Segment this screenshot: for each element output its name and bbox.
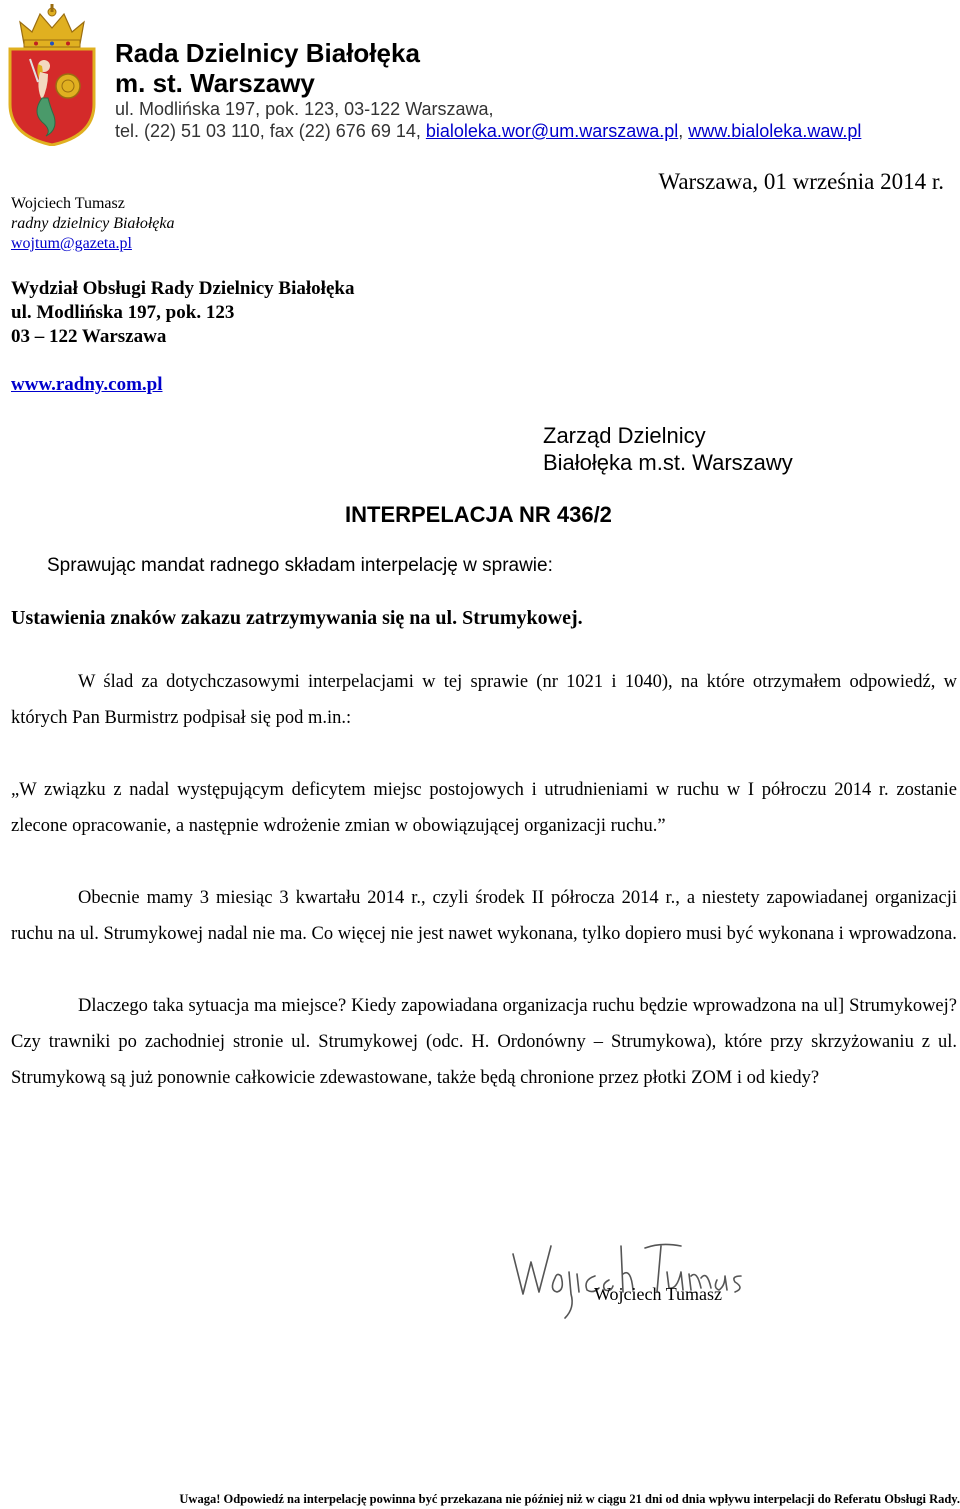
intro-text: Sprawując mandat radnego składam interpelację w sprawie: xyxy=(47,555,553,576)
body-quote: „W związku z nadal występującym deficytem miejsc postojowych i utrudnieniami w ruchu w I półroczu 2014 r. zostanie zlecone opracowanie, a następnie wdrożenie zmian w obowiązującej organizacji ruchu.” xyxy=(11,780,957,836)
department-name: Wydział Obsługi Rady Dzielnicy Białołęka xyxy=(11,278,355,299)
contact-separator: , xyxy=(678,121,689,141)
body-paragraph-1: W ślad za dotychczasowymi interpelacjami w tej sprawie (nr 1021 i 1040), na które otrzymałem odpowiedź, w których Pan Burmistrz podpisał się pod m.in.: xyxy=(11,672,957,728)
crown-icon xyxy=(20,4,84,47)
department-city: 03 – 122 Warszawa xyxy=(11,326,167,347)
footer-note: Uwaga! Odpowiedź na interpelację powinna być przekazana nie później niż w ciągu 21 dni od dnia wpływu interpelacji do Referatu Obsługi Rady. xyxy=(179,1492,960,1506)
org-address: ul. Modlińska 197, pok. 123, 03-122 Warszawa, xyxy=(115,99,494,119)
body-paragraph-2: Obecnie mamy 3 miesiąc 3 kwartału 2014 r., czyli środek II półrocza 2014 r., a niestety zapowiadanej organizacji ruchu na ul. Strumykowej nadal nie ma. Co więcej nie jest nawet wykonana, tylko dopiero musi być wykonana i wprowadzona. xyxy=(11,888,957,944)
org-contact xyxy=(115,121,861,142)
subject-line: Ustawienia znaków zakazu zatrzymywania się na ul. Strumykowej. xyxy=(11,607,583,629)
org-email-link[interactable]: bialoleka.wor@um.warszawa.pl xyxy=(425,121,679,141)
department-street: ul. Modlińska 197, pok. 123 xyxy=(11,302,235,323)
author-name: Wojciech Tumasz xyxy=(11,195,125,212)
handwritten-signature-icon xyxy=(505,1232,755,1324)
org-subtitle: m. st. Warszawy xyxy=(115,68,315,98)
recipient-line-1: Zarząd Dzielnicy xyxy=(543,423,706,448)
signatory-name: Wojciech Tumasz xyxy=(594,1284,723,1304)
document-date: Warszawa, 01 września 2014 r. xyxy=(658,169,944,194)
org-name: Rada Dzielnicy Białołęka xyxy=(115,38,420,68)
department-website-link[interactable]: www.radny.com.pl xyxy=(11,374,163,395)
author-role: radny dzielnicy Białołęka xyxy=(11,215,175,232)
org-website-link[interactable]: www.bialoleka.waw.pl xyxy=(688,121,862,141)
author-email-link[interactable]: wojtum@gazeta.pl xyxy=(11,235,132,252)
warsaw-coat-of-arms-icon xyxy=(2,4,102,146)
document-title: INTERPELACJA NR 436/2 xyxy=(345,502,612,527)
body-paragraph-3: Dlaczego taka sytuacja ma miejsce? Kiedy zapowiadana organizacja ruchu będzie wprowadzona na ul] Strumykowej? Czy trawniki po zachodniej stronie ul. Strumykowej (odc. H. Ordonówny – Strumykowa), które przy skrzyżowaniu z ul. Strumykową są już ponownie całkowicie zdewastowane, także będą chronione przez płotki ZOM i od kiedy? xyxy=(11,996,957,1088)
recipient-line-2: Białołęka m.st. Warszawy xyxy=(543,450,793,475)
contact-phone-fax: tel. (22) 51 03 110, fax (22) 676 69 14, xyxy=(115,121,426,141)
